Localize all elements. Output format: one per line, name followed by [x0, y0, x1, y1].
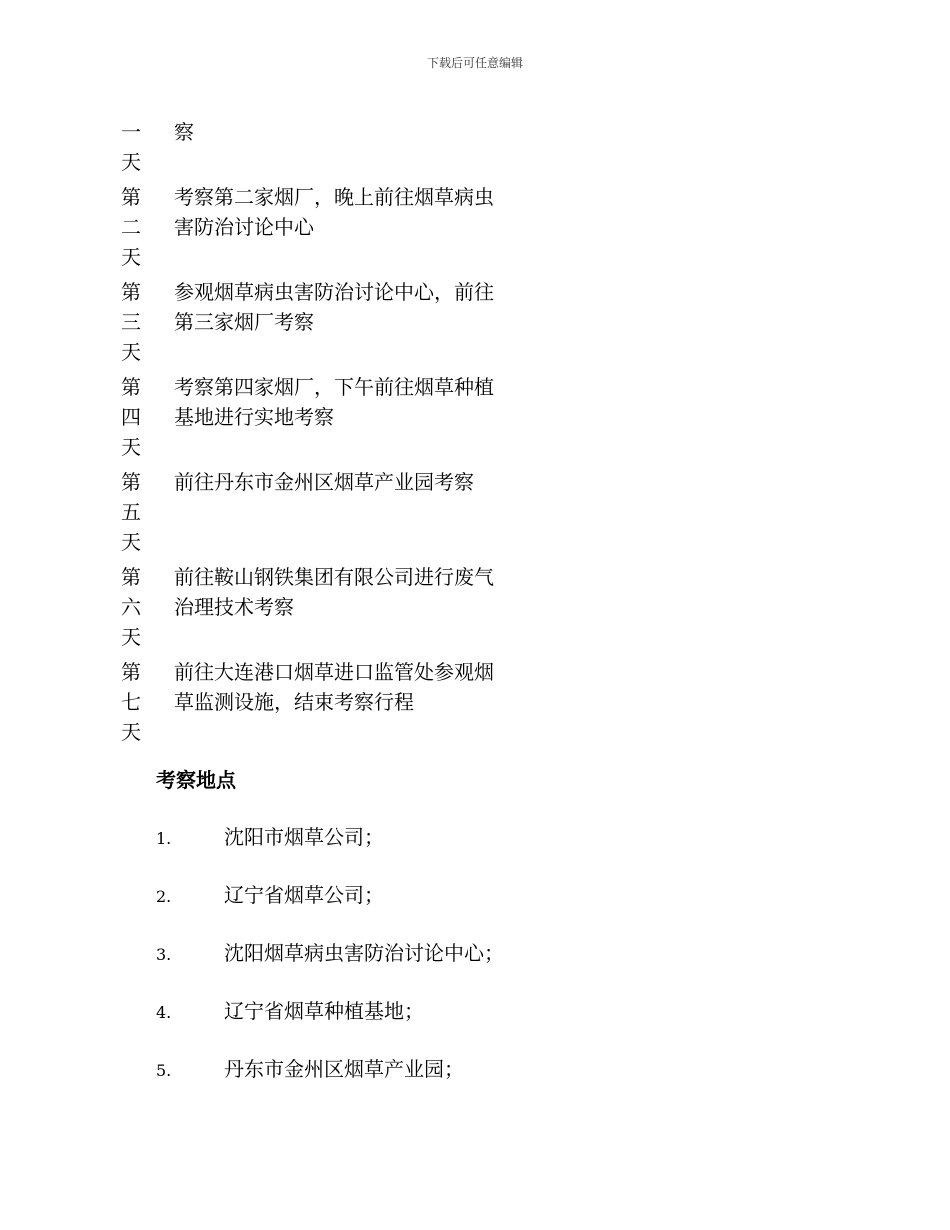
- schedule-day: 第六天: [121, 565, 141, 649]
- list-item-number: 5.: [156, 1061, 172, 1080]
- list-item-number: 3.: [156, 945, 172, 964]
- schedule-row: [121, 467, 541, 557]
- list-item: [156, 938, 756, 996]
- schedule-description: 考察第二家烟厂，晚上前往烟草病虫害防治讨论中心: [174, 185, 494, 239]
- schedule-day: 第二天: [121, 185, 141, 269]
- header-note: 下载后可任意编辑: [426, 56, 523, 70]
- locations-heading: 考察地点: [156, 768, 236, 792]
- list-item: [156, 822, 756, 880]
- schedule-day: 一天: [121, 120, 141, 174]
- schedule-row: [121, 117, 541, 177]
- list-item: [156, 880, 756, 938]
- schedule-row: [121, 657, 541, 747]
- schedule-day: 第七天: [121, 660, 141, 744]
- schedule-description: 前往鞍山钢铁集团有限公司进行废气治理技术考察: [174, 565, 494, 619]
- locations-list: [156, 822, 756, 1112]
- schedule-row: [121, 562, 541, 652]
- schedule-day: 第三天: [121, 280, 141, 364]
- schedule-description: 参观烟草病虫害防治讨论中心，前往第三家烟厂考察: [174, 280, 494, 334]
- list-item-number: 2.: [156, 887, 172, 906]
- list-item-text: 沈阳烟草病虫害防治讨论中心；: [224, 941, 504, 965]
- schedule-description: 察: [174, 120, 194, 144]
- schedule-day: 第四天: [121, 375, 141, 459]
- schedule-row: [121, 277, 541, 367]
- list-item-number: 4.: [156, 1003, 172, 1022]
- schedule-description: 前往丹东市金州区烟草产业园考察: [174, 470, 474, 494]
- list-item-text: 辽宁省烟草种植基地；: [224, 999, 424, 1023]
- list-item-text: 沈阳市烟草公司；: [224, 825, 384, 849]
- list-item: [156, 1054, 756, 1112]
- schedule-table: [121, 117, 541, 752]
- schedule-row: [121, 372, 541, 462]
- schedule-day: 第五天: [121, 470, 141, 554]
- list-item: [156, 996, 756, 1054]
- list-item-text: 辽宁省烟草公司；: [224, 883, 384, 907]
- list-item-number: 1.: [156, 829, 172, 848]
- schedule-description: 考察第四家烟厂，下午前往烟草种植基地进行实地考察: [174, 375, 494, 429]
- schedule-row: [121, 182, 541, 272]
- list-item-text: 丹东市金州区烟草产业园；: [224, 1057, 464, 1081]
- schedule-description: 前往大连港口烟草进口监管处参观烟草监测设施，结束考察行程: [174, 660, 494, 714]
